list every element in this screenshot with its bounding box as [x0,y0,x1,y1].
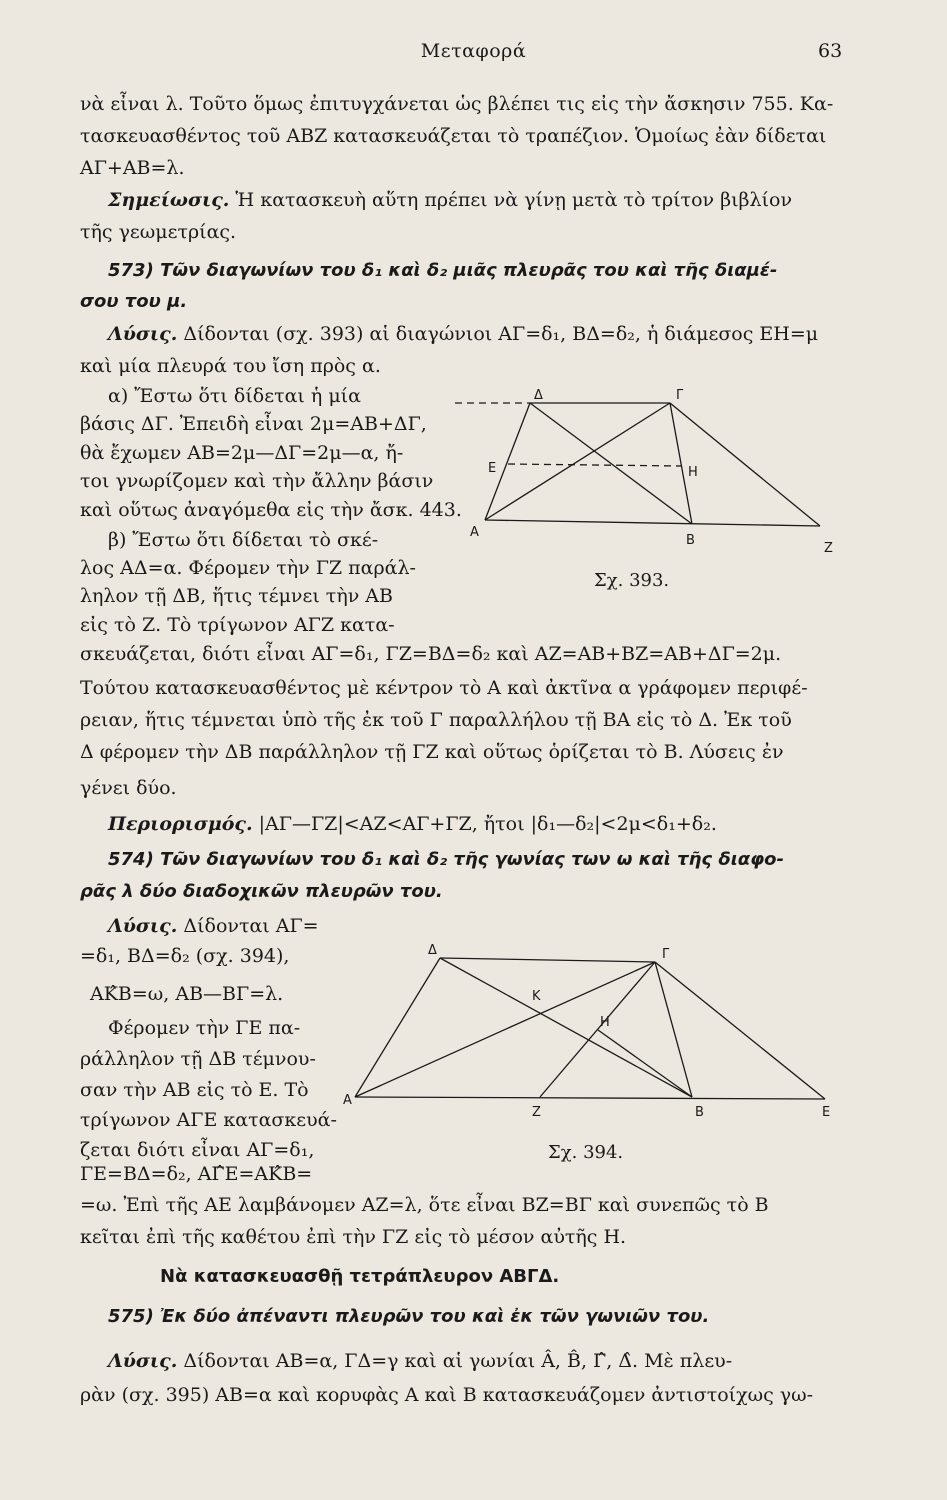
running-header: Μεταφορά [420,40,527,62]
median-EH [508,464,682,466]
note-text: Ἡ κατασκευὴ αὕτη πρέπει νὰ γίνῃ μετὰ τὸ τρίτον βιβλίον [229,189,792,211]
segment-HB-394 [598,1030,692,1097]
label-D: Δ [534,388,543,403]
text-line: Φέρομεν τὴν ΓΕ πα- [108,1017,301,1039]
label-Z: Ζ [824,541,833,556]
solution-text: Δίδονται ΑΓ= [177,915,319,937]
label-A-394: Α [343,1093,352,1108]
exercise-574-title-cont: ρᾶς λ δύο διαδοχικῶν πλευρῶν του. [80,881,443,902]
label-E-394: Ε [822,1105,831,1120]
exercise-574-title: 574) Τῶν διαγωνίων του δ₁ καὶ δ₂ τῆς γωνίας των ω καὶ τῆς διαφο- [108,849,784,870]
text-line: εἰς τὸ Ζ. Τὸ τρίγωνον ΑΓΖ κατα- [80,614,395,636]
text-line: ΑΓ+ΑΒ=λ. [80,157,185,179]
label-K-394: Κ [532,989,541,1004]
label-B: Β [686,533,695,548]
label-H-394: Η [600,1015,610,1030]
text-line: νὰ εἶναι λ. Τοῦτο ὅμως ἐπιτυγχάνεται ὡς βλέπει τις εἰς τὴν ἄσκησιν 755. Κα- [80,93,834,115]
text-line: ΓΕ=ΒΔ=δ₂, ΑΓ̂Ε=ΑΚ̂Β= [80,1163,313,1185]
diagonal-DB [530,403,692,524]
text-line: ζεται διότι εἶναι ΑΓ=δ₁, [80,1139,315,1161]
text-line: τοι γνωρίζομεν καὶ τὴν ἄλλην βάσιν [80,470,434,492]
page-number: 63 [818,40,843,62]
text-line: ράλληλον τῇ ΔΒ τέμνου- [80,1048,316,1070]
solution-text: Δίδονται ΑΒ=α, ΓΔ=γ καὶ αἱ γωνίαι Â, B̂, Γ̂, Δ̂. Μὲ πλευ- [177,1350,733,1372]
text-line: τρίγωνον ΑΓΕ κατασκευά- [80,1109,337,1131]
text-line: ληλον τῇ ΔΒ, ἥτις τέμνει τὴν ΑΒ [80,585,393,607]
diagonal-DB-394 [440,958,692,1097]
side-AZ [485,520,820,526]
restriction-heading: Περιορισμός. [108,813,253,835]
text-line: κεῖται ἐπὶ τῆς καθέτου ἐπὶ τὴν ΓΖ εἰς τὸ μέσον αὐτῆς Η. [80,1226,627,1248]
side-GB-394 [655,962,692,1097]
text-line: ρειαν, ἥτις τέμνεται ὑπὸ τῆς ἐκ τοῦ Γ παραλλήλου τῇ ΒΑ εἰς τὸ Δ. Ἐκ τοῦ [80,709,792,731]
segment-GZ-394 [540,962,655,1097]
solution-heading: Λύσις. [108,915,178,937]
figure-393-caption: Σχ. 393. [594,570,670,591]
text-line: βάσις ΔΓ. Ἐπειδὴ εἶναι 2μ=ΑΒ+ΔΓ, [80,413,427,435]
text-line: Τούτου κατασκευασθέντος μὲ κέντρον τὸ Α καὶ ἀκτῖνα α γράφομεν περιφέ- [80,677,808,699]
exercise-575-title: 575) Ἐκ δύο ἀπέναντι πλευρῶν του καὶ ἐκ τῶν γωνιῶν του. [108,1306,710,1327]
solution-text: Δίδονται (σχ. 393) αἱ διαγώνιοι ΑΓ=δ₁, ΒΔ=δ₂, ἡ διάμεσος ΕΗ=μ [177,323,819,345]
line-AE-394 [355,1097,825,1099]
side-DG-394 [440,958,655,962]
text-line: α) Ἔστω ὅτι δίδεται ἡ μία [108,385,361,407]
label-D-394: Δ [428,943,437,958]
label-Z-394: Ζ [532,1105,541,1120]
text-line: ΑΚ̂Β=ω, ΑΒ—ΒΓ=λ. [90,983,284,1005]
segment-GE-394 [655,962,825,1099]
text-line: =δ₁, ΒΔ=δ₂ (σχ. 394), [80,945,290,967]
exercise-573-title-cont: σου του μ. [80,291,188,312]
text-line: καὶ οὕτως ἀναγόμεθα εἰς τὴν ἄσκ. 443. [80,499,462,521]
exercise-573-title: 573) Τῶν διαγωνίων του δ₁ καὶ δ₂ μιᾶς πλευρᾶς του καὶ τῆς διαμέ- [108,260,778,281]
diagonal-AG-394 [355,962,655,1097]
label-G: Γ [676,388,684,403]
text-line: σκευάζεται, διότι εἶναι ΑΓ=δ₁, ΓΖ=ΒΔ=δ₂ καὶ ΑΖ=ΑΒ+ΒΖ=ΑΒ+ΔΓ=2μ. [80,643,782,665]
figure-394-caption: Σχ. 394. [548,1142,624,1163]
text-line: Δ φέρομεν τὴν ΔΒ παράλληλον τῇ ΓΖ καὶ οὕτως ὁρίζεται τὸ Β. Λύσεις ἐν [80,741,784,763]
text-line: ρὰν (σχ. 395) ΑΒ=α καὶ κορυφὰς Α καὶ Β κατασκευάζομεν ἀντιστοίχως γω- [80,1384,814,1406]
label-B-394: Β [695,1105,704,1120]
label-G-394: Γ [662,947,670,962]
label-E: Ε [488,461,497,476]
solution-heading: Λύσις. [108,323,178,345]
label-H: Η [688,465,698,480]
restriction-text: |ΑΓ—ΓΖ|<ΑΖ<ΑΓ+ΓΖ, ἤτοι |δ₁—δ₂|<2μ<δ₁+δ₂. [252,813,717,835]
diagonal-AG [485,403,670,520]
text-line: γένει δύο. [80,777,177,799]
text-line: καὶ μία πλευρά του ἴση πρὸς α. [80,355,381,377]
side-AD-394 [355,958,440,1097]
side-GB [670,403,692,524]
text-line: β) Ἔστω ὅτι δίδεται τὸ σκέ- [108,529,379,551]
label-A: Α [470,525,479,540]
text-line: σαν τὴν ΑΒ εἰς τὸ Ε. Τὸ [80,1079,309,1101]
section-heading: Νὰ κατασκευασθῇ τετράπλευρον ΑΒΓΔ. [160,1266,560,1287]
note-heading: Σημείωσις. [108,189,230,211]
text-line: θὰ ἔχωμεν ΑΒ=2μ—ΔΓ=2μ—α, ἤ- [80,442,404,464]
solution-heading: Λύσις. [108,1350,178,1372]
text-line: τασκευασθέντος τοῦ ΑΒΖ κατασκευάζεται τὸ τραπέζιον. Ὁμοίως ἐὰν δίδεται [80,125,827,147]
text-line: τῆς γεωμετρίας. [80,221,237,243]
text-line: λος ΑΔ=α. Φέρομεν τὴν ΓΖ παράλ- [80,557,416,579]
text-line: =ω. Ἐπὶ τῆς ΑΕ λαμβάνομεν ΑΖ=λ, ὅτε εἶναι ΒΖ=ΒΓ καὶ συνεπῶς τὸ Β [80,1194,769,1216]
